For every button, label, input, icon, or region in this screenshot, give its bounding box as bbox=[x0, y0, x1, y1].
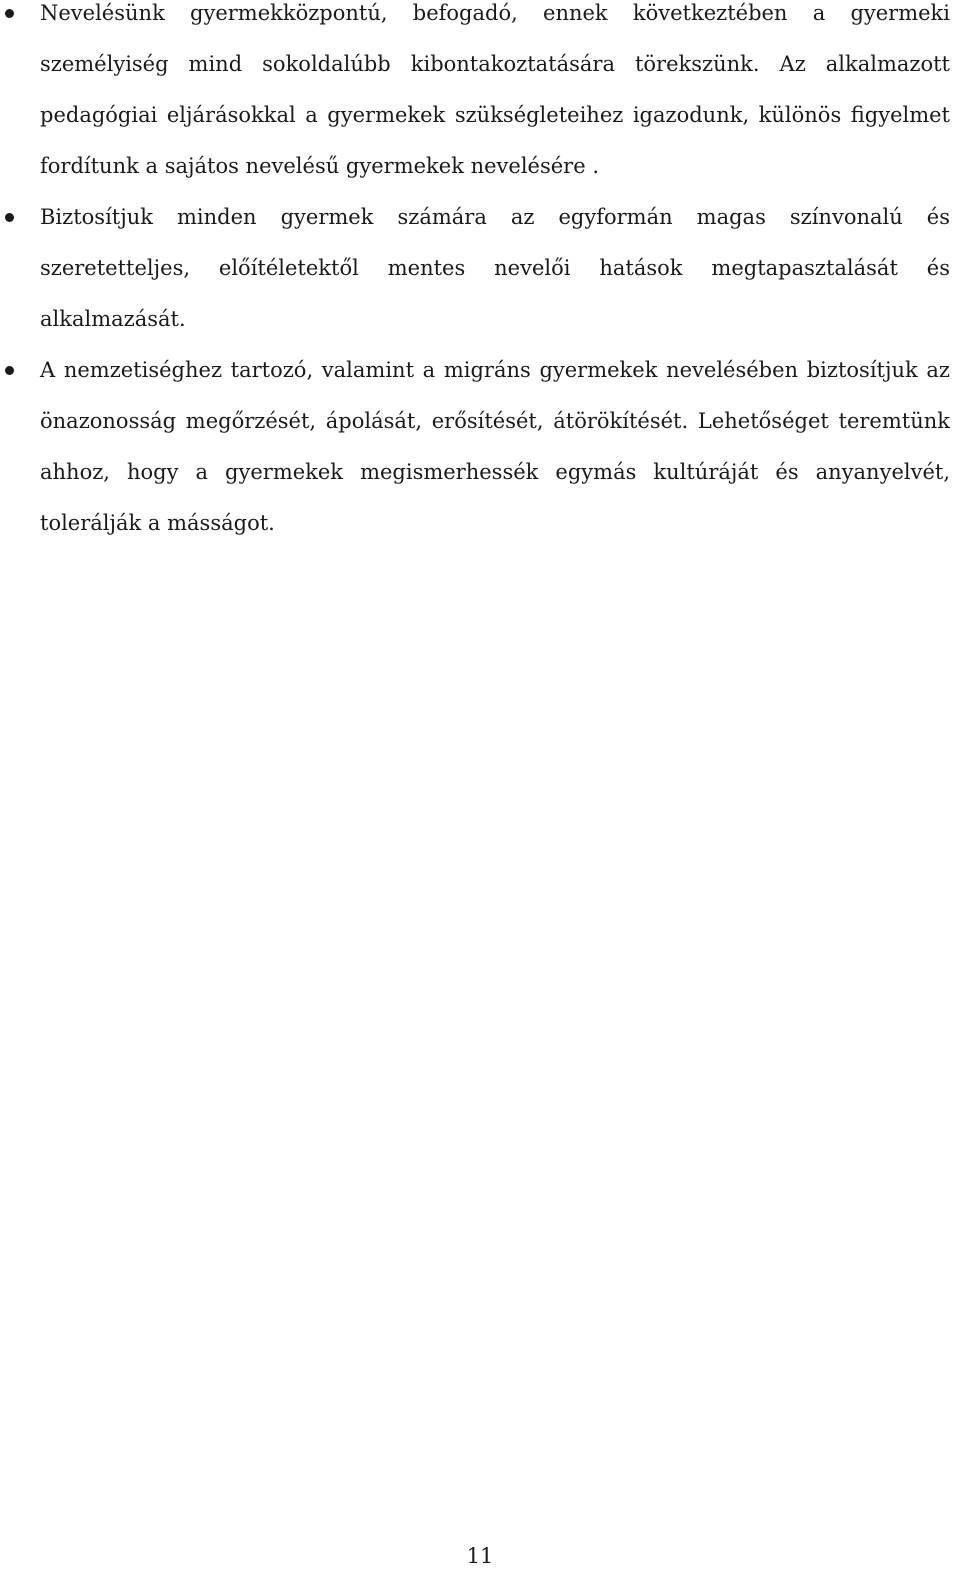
list-item bbox=[0, 192, 960, 345]
bullet-icon bbox=[5, 9, 14, 18]
page-number: 11 bbox=[466, 1544, 494, 1568]
list-item-text: Biztosítjuk minden gyermek számára az egyformán magas színvonalú és szeretetteljes, előítéletektől mentes nevelői hatások megtapasztalását és alkalmazását. bbox=[40, 205, 950, 331]
bullet-icon bbox=[5, 366, 14, 375]
list-item bbox=[0, 0, 960, 192]
list-item-text: A nemzetiséghez tartozó, valamint a migráns gyermekek nevelésében biztosítjuk az önazonosság megőrzését, ápolását, erősítését, átörökítését. Lehetőséget teremtünk ahhoz, hogy a gyermekek megismerhessék egymás kultúráját és anyanyelvét, tolerálják a másságot. bbox=[40, 358, 950, 535]
list-item bbox=[0, 345, 960, 549]
list-item-text: Nevelésünk gyermekközpontú, befogadó, ennek következtében a gyermeki személyiség mind sokoldalúbb kibontakoztatására törekszünk. Az alkalmazott pedagógiai eljárásokkal a gyermekek szükségleteihez igazodunk, különös figyelmet fordítunk a sajátos nevelésű gyermekek nevelésére . bbox=[40, 1, 950, 178]
bullet-icon bbox=[5, 213, 14, 222]
bullet-list bbox=[0, 0, 960, 549]
